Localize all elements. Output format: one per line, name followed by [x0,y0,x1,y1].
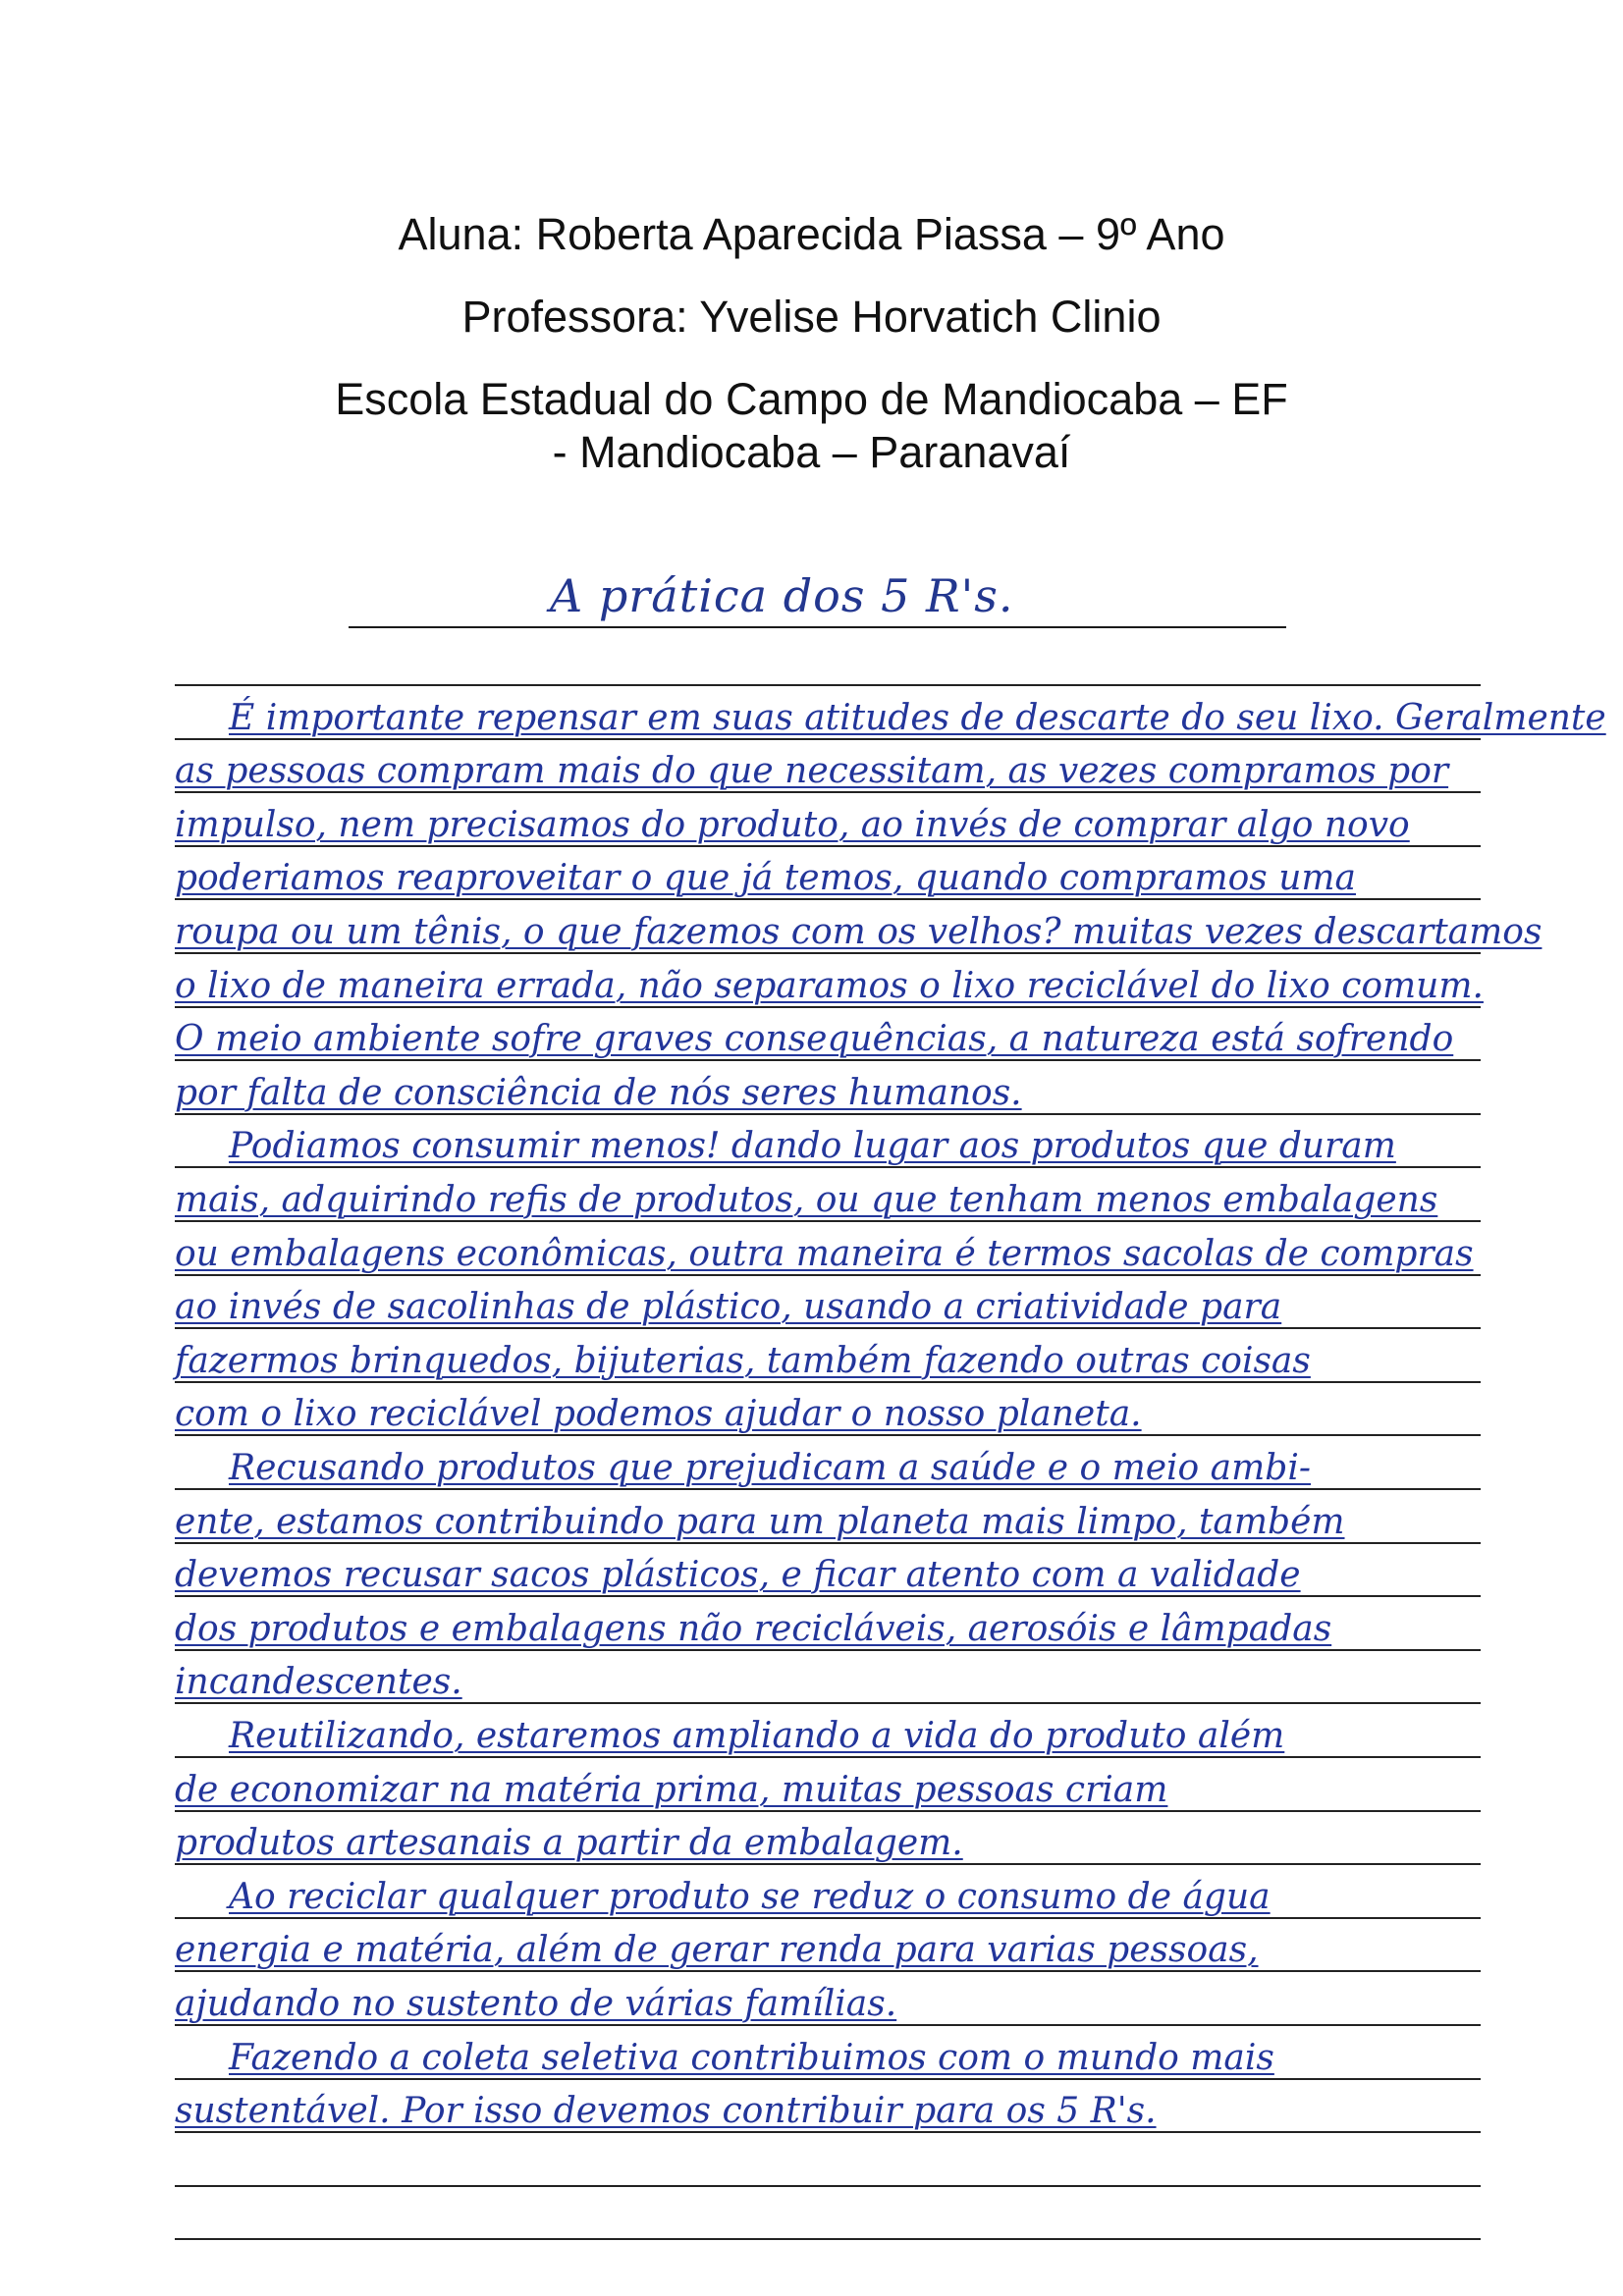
ruled-line [175,845,1481,847]
ruled-line [175,1166,1481,1168]
ruled-line [175,2078,1481,2080]
ruled-line [175,791,1481,793]
ruled-line [175,1381,1481,1383]
essay-line: por falta de consciência de nós seres humanos. [175,1073,1022,1113]
essay-line: com o lixo reciclável podemos ajudar o nosso planeta. [175,1394,1142,1434]
essay-line: Reutilizando, estaremos ampliando a vida do produto além [229,1716,1285,1756]
student-line: Aluna: Roberta Aparecida Piassa – 9º Ano [398,209,1225,259]
ruled-line [175,2238,1481,2240]
ruled-line [175,1488,1481,1490]
essay-line: ao invés de sacolinhas de plástico, usando a criatividade para [175,1287,1282,1327]
ruled-line [175,1649,1481,1651]
ruled-line [175,1970,1481,1972]
ruled-line [175,684,1481,686]
ruled-line [175,1702,1481,1704]
school-line: Escola Estadual do Campo de Mandiocaba – EF [335,374,1288,424]
essay-line: as pessoas compram mais do que necessitam, as vezes compramos por [175,751,1449,791]
essay-line: devemos recusar sacos plásticos, e ficar atento com a validade [175,1555,1301,1595]
essay-title: A prática dos 5 R's. [550,569,1014,622]
ruled-line [175,2024,1481,2026]
essay-line: Ao reciclar qualquer produto se reduz o consumo de água [229,1877,1271,1917]
title-rule [349,626,1286,628]
ruled-line [175,1434,1481,1436]
essay-line: mais, adquirindo refis de produtos, ou que tenham menos embalagens [175,1180,1438,1220]
essay-line: ente, estamos contribuindo para um planeta mais limpo, também [175,1502,1345,1542]
ruled-line [175,2185,1481,2187]
ruled-line [175,1113,1481,1115]
ruled-line [175,1917,1481,1919]
ruled-line [175,1327,1481,1329]
essay-line: Recusando produtos que prejudicam a saúde e o meio ambi- [229,1448,1311,1488]
ruled-line [175,898,1481,900]
teacher-line: Professora: Yvelise Horvatich Clinio [461,292,1162,342]
ruled-line [175,2131,1481,2133]
ruled-line [175,1274,1481,1276]
essay-line: impulso, nem precisamos do produto, ao invés de comprar algo novo [175,805,1410,845]
essay-line: O meio ambiente sofre graves consequências, a natureza está sofrendo [175,1019,1454,1059]
essay-line: Fazendo a coleta seletiva contribuimos com o mundo mais [229,2038,1274,2078]
essay-line: poderiamos reaproveitar o que já temos, quando compramos uma [175,858,1356,898]
school-location-line: - Mandiocaba – Paranavaí [552,427,1071,477]
essay-line: roupa ou um tênis, o que fazemos com os velhos? muitas vezes descartamos [175,912,1542,952]
ruled-line [175,1810,1481,1812]
ruled-line [175,1863,1481,1865]
essay-line: É importante repensar em suas atitudes de descarte do seu lixo. Geralmente [229,698,1606,738]
essay-line: dos produtos e embalagens não recicláveis, aerosóis e lâmpadas [175,1609,1332,1649]
ruled-line [175,952,1481,954]
ruled-line [175,1059,1481,1061]
ruled-line [175,1006,1481,1008]
document-header [0,208,1623,479]
essay-line: fazermos brinquedos, bijuterias, também fazendo outras coisas [175,1341,1311,1381]
essay-line: Podiamos consumir menos! dando lugar aos produtos que duram [229,1126,1396,1166]
essay-line: sustentável. Por isso devemos contribuir para os 5 R's. [175,2091,1157,2131]
ruled-line [175,1756,1481,1758]
essay-line: ou embalagens econômicas, outra maneira é termos sacolas de compras [175,1234,1474,1274]
essay-line: de economizar na matéria prima, muitas pessoas criam [175,1770,1168,1810]
essay-line: produtos artesanais a partir da embalagem. [175,1823,963,1863]
ruled-line [175,1595,1481,1597]
ruled-line [175,738,1481,740]
essay-line: energia e matéria, além de gerar renda para varias pessoas, [175,1930,1259,1970]
ruled-line [175,1220,1481,1222]
ruled-line [175,1542,1481,1544]
essay-line: o lixo de maneira errada, não separamos o lixo reciclável do lixo comum. [175,966,1484,1006]
essay-line: incandescentes. [175,1662,462,1702]
essay-line: ajudando no sustento de várias famílias. [175,1984,897,2024]
